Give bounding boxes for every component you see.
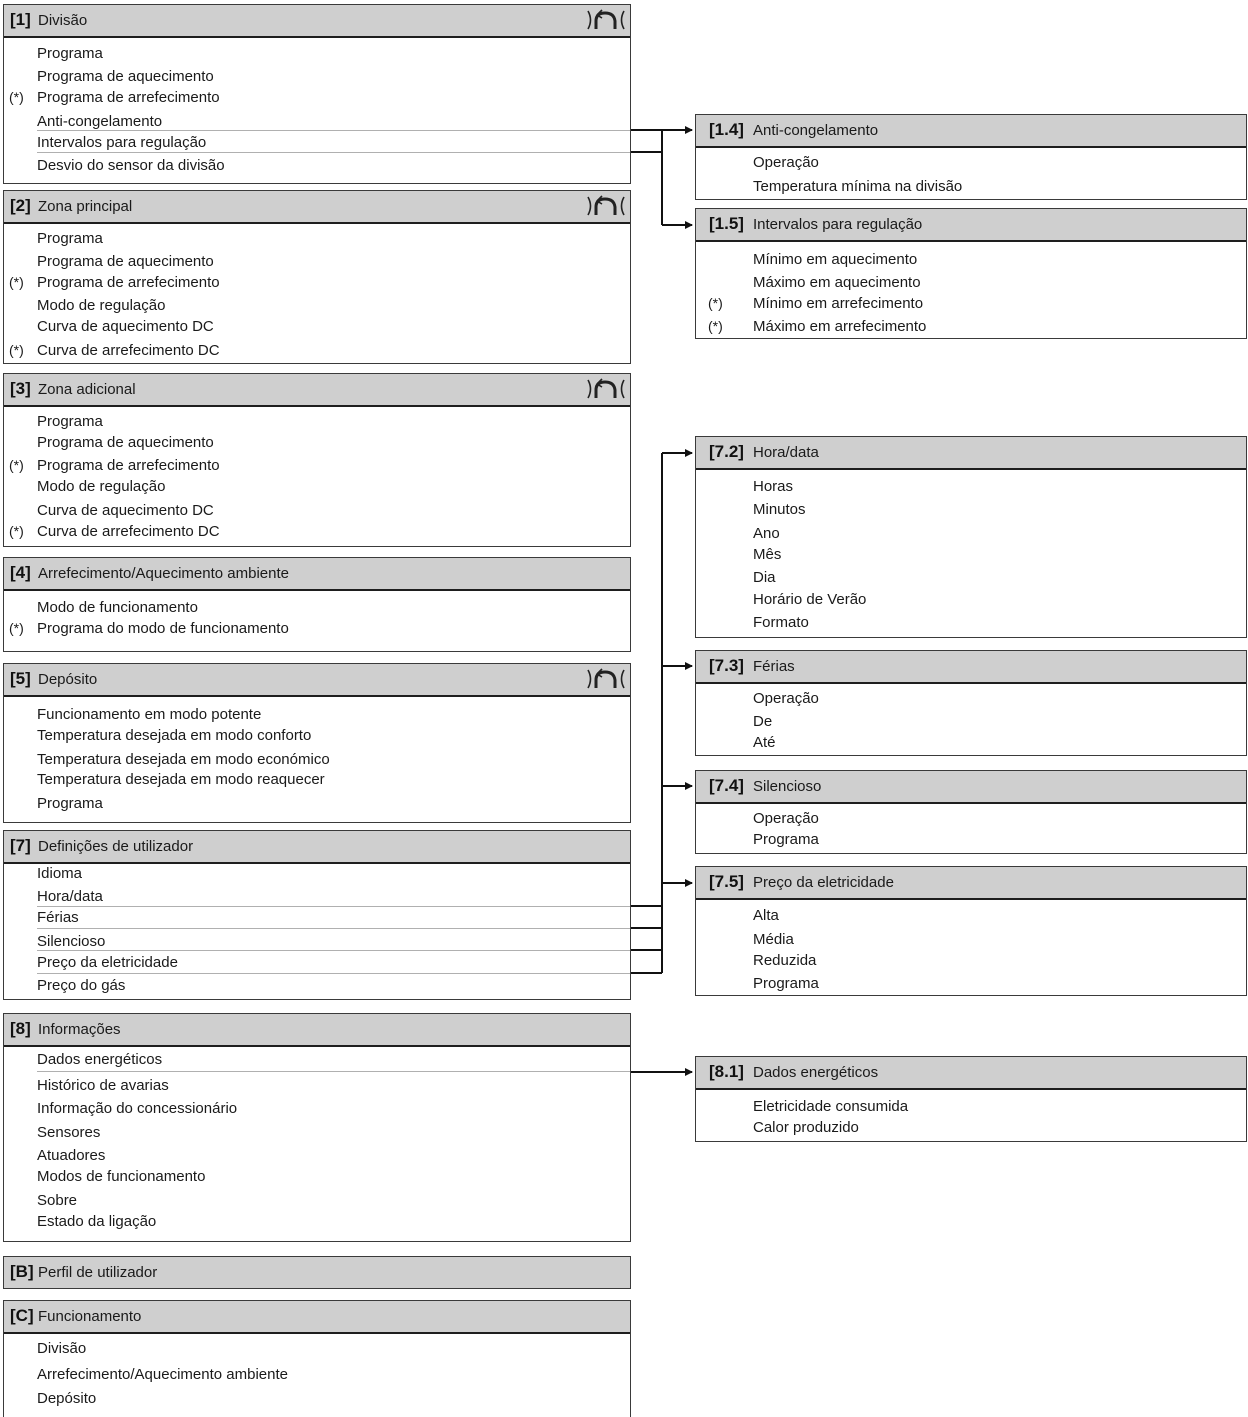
menu-item[interactable]: Programa xyxy=(37,413,103,430)
submenu-header xyxy=(696,651,1246,684)
submenu-item[interactable]: Operação xyxy=(753,154,819,171)
submenu-item[interactable]: Até xyxy=(753,734,776,751)
separator xyxy=(37,928,630,929)
submenu-title: Intervalos para regulação xyxy=(753,216,923,233)
menu-item[interactable]: Intervalos para regulação xyxy=(37,134,207,151)
optional-marker: (*) xyxy=(708,318,723,334)
submenu-silencioso xyxy=(695,770,1247,854)
menu-title: Informações xyxy=(38,1021,121,1038)
submenu-item[interactable]: Eletricidade consumida xyxy=(753,1098,909,1115)
menu-informacoes-header xyxy=(4,1014,630,1047)
menu-item[interactable]: Programa de arrefecimento xyxy=(37,89,220,106)
menu-item[interactable]: Anti-congelamento xyxy=(37,113,163,130)
submenu-title: Anti-congelamento xyxy=(753,122,879,139)
schedule-icon xyxy=(584,376,628,402)
menu-title: Definições de utilizador xyxy=(38,838,194,855)
menu-item[interactable]: Modo de funcionamento xyxy=(37,599,198,616)
menu-title: Perfil de utilizador xyxy=(38,1264,158,1281)
submenu-title: Hora/data xyxy=(753,444,819,461)
menu-number: [7] xyxy=(10,836,31,855)
menu-item[interactable]: Idioma xyxy=(37,865,83,882)
submenu-number: [8.1] xyxy=(709,1062,744,1081)
submenu-header xyxy=(696,867,1246,900)
submenu-item[interactable]: Mês xyxy=(753,546,782,563)
menu-number: [4] xyxy=(10,563,31,582)
submenu-item[interactable]: Formato xyxy=(753,614,809,631)
menu-title: Arrefecimento/Aquecimento ambiente xyxy=(38,565,289,582)
menu-number: [5] xyxy=(10,669,31,688)
connector-divisao xyxy=(631,130,692,225)
menu-item[interactable]: Programa de aquecimento xyxy=(37,434,214,451)
menu-deposito-header xyxy=(4,664,630,697)
submenu-title: Férias xyxy=(753,658,795,675)
menu-arrefecimento xyxy=(3,557,631,652)
menu-item[interactable]: Programa do modo de funcionamento xyxy=(37,620,289,637)
menu-item[interactable]: Temperatura desejada em modo reaquecer xyxy=(37,771,325,788)
menu-item[interactable]: Arrefecimento/Aquecimento ambiente xyxy=(37,1366,288,1383)
menu-title: Zona principal xyxy=(38,198,133,215)
submenu-dados-energeticos xyxy=(695,1056,1247,1142)
menu-number: [2] xyxy=(10,196,31,215)
submenu-intervalos xyxy=(695,208,1247,339)
menu-item[interactable]: Curva de arrefecimento DC xyxy=(37,342,220,359)
optional-marker: (*) xyxy=(9,342,24,358)
submenu-preco-eletricidade xyxy=(695,866,1247,996)
menu-informacoes xyxy=(3,1013,631,1242)
menu-item[interactable]: Programa de arrefecimento xyxy=(37,274,220,291)
menu-item[interactable]: Programa de arrefecimento xyxy=(37,457,220,474)
menu-number: [1] xyxy=(10,10,31,29)
menu-title: Zona adicional xyxy=(38,381,136,398)
submenu-item[interactable]: Operação xyxy=(753,690,819,707)
optional-marker: (*) xyxy=(708,295,723,311)
menu-item[interactable]: Atuadores xyxy=(37,1147,106,1164)
separator xyxy=(37,152,630,153)
schedule-icon xyxy=(584,193,628,219)
menu-item[interactable]: Sobre xyxy=(37,1192,78,1209)
menu-zona-principal-header xyxy=(4,191,630,224)
menu-item[interactable]: Programa de aquecimento xyxy=(37,253,214,270)
submenu-title: Preço da eletricidade xyxy=(753,874,894,891)
submenu-title: Silencioso xyxy=(753,778,822,795)
optional-marker: (*) xyxy=(9,620,24,636)
menu-number: [B] xyxy=(10,1262,34,1281)
menu-title: Funcionamento xyxy=(38,1308,142,1325)
separator xyxy=(37,1071,630,1072)
menu-item[interactable]: Modo de regulação xyxy=(37,478,166,495)
menu-divisao-header xyxy=(4,5,630,38)
menu-item[interactable]: Preço do gás xyxy=(37,977,126,994)
menu-item[interactable]: Temperatura desejada em modo económico xyxy=(37,751,330,768)
menu-number: [C] xyxy=(10,1306,34,1325)
menu-item[interactable]: Programa xyxy=(37,795,103,812)
submenu-item[interactable]: Ano xyxy=(753,525,780,542)
menu-number: [3] xyxy=(10,379,31,398)
submenu-number: [7.5] xyxy=(709,872,744,891)
submenu-item[interactable]: Calor produzido xyxy=(753,1119,859,1136)
menu-item[interactable]: Programa xyxy=(37,45,103,62)
submenu-number: [1.5] xyxy=(709,214,744,233)
menu-item[interactable]: Programa de aquecimento xyxy=(37,68,214,85)
submenu-item[interactable]: Programa xyxy=(753,831,819,848)
menu-item[interactable]: Modos de funcionamento xyxy=(37,1168,206,1185)
submenu-item[interactable]: Horas xyxy=(753,478,794,495)
schedule-icon xyxy=(584,666,628,692)
separator xyxy=(37,130,630,131)
optional-marker: (*) xyxy=(9,89,24,105)
menu-item[interactable]: Divisão xyxy=(37,1340,87,1357)
submenu-hora-data xyxy=(695,436,1247,638)
menu-item[interactable]: Depósito xyxy=(37,1390,97,1407)
submenu-ferias xyxy=(695,650,1247,756)
menu-item[interactable]: Silencioso xyxy=(37,933,106,950)
menu-item[interactable]: Hora/data xyxy=(37,888,103,905)
menu-item[interactable]: Modo de regulação xyxy=(37,297,166,314)
submenu-item[interactable]: Programa xyxy=(753,975,819,992)
menu-divisao xyxy=(3,4,631,184)
menu-title: Divisão xyxy=(38,12,88,29)
menu-perfil[interactable] xyxy=(3,1256,631,1289)
optional-marker: (*) xyxy=(9,274,24,290)
separator xyxy=(37,973,630,974)
menu-item[interactable]: Programa xyxy=(37,230,103,247)
submenu-item[interactable]: Minutos xyxy=(753,501,806,518)
menu-item[interactable]: Histórico de avarias xyxy=(37,1077,169,1094)
connector-definicoes xyxy=(631,453,692,973)
menu-zona-principal xyxy=(3,190,631,364)
menu-zona-adicional xyxy=(3,373,631,547)
menu-perfil-header xyxy=(4,1257,630,1288)
submenu-item[interactable]: Máximo em arrefecimento xyxy=(753,318,927,335)
menu-item[interactable]: Curva de aquecimento DC xyxy=(37,502,214,519)
menu-item[interactable]: Férias xyxy=(37,909,79,926)
menu-item[interactable]: Preço da eletricidade xyxy=(37,954,178,971)
menu-title: Depósito xyxy=(38,671,98,688)
submenu-number: [7.2] xyxy=(709,442,744,461)
submenu-header xyxy=(696,1057,1246,1090)
submenu-item[interactable]: Mínimo em aquecimento xyxy=(753,251,918,268)
submenu-item[interactable]: Alta xyxy=(753,907,779,924)
submenu-number: [7.3] xyxy=(709,656,744,675)
submenu-item[interactable]: Temperatura mínima na divisão xyxy=(753,178,963,195)
submenu-header xyxy=(696,437,1246,470)
menu-number: [8] xyxy=(10,1019,31,1038)
submenu-header xyxy=(696,115,1246,148)
optional-marker: (*) xyxy=(9,457,24,473)
menu-zona-adicional-header xyxy=(4,374,630,407)
menu-item[interactable]: Dados energéticos xyxy=(37,1051,163,1068)
menu-funcionamento xyxy=(3,1300,631,1417)
menu-funcionamento-header xyxy=(4,1301,630,1334)
submenu-number: [1.4] xyxy=(709,120,744,139)
optional-marker: (*) xyxy=(9,523,24,539)
submenu-item[interactable]: Dia xyxy=(753,569,776,586)
menu-item[interactable]: Curva de arrefecimento DC xyxy=(37,523,220,540)
submenu-item[interactable]: Horário de Verão xyxy=(753,591,867,608)
schedule-icon xyxy=(584,7,628,33)
submenu-number: [7.4] xyxy=(709,776,744,795)
menu-item[interactable]: Estado da ligação xyxy=(37,1213,157,1230)
separator xyxy=(37,906,630,907)
menu-arrefecimento-header xyxy=(4,558,630,591)
submenu-item[interactable]: Mínimo em arrefecimento xyxy=(753,295,924,312)
submenu-item[interactable]: De xyxy=(753,713,773,730)
submenu-item[interactable]: Média xyxy=(753,931,794,948)
menu-definicoes xyxy=(3,830,631,1000)
menu-item[interactable]: Funcionamento em modo potente xyxy=(37,706,262,723)
submenu-item[interactable]: Máximo em aquecimento xyxy=(753,274,921,291)
menu-deposito xyxy=(3,663,631,823)
submenu-anti-congelamento xyxy=(695,114,1247,200)
menu-item[interactable]: Sensores xyxy=(37,1124,101,1141)
submenu-item[interactable]: Operação xyxy=(753,810,819,827)
submenu-title: Dados energéticos xyxy=(753,1064,879,1081)
menu-item[interactable]: Curva de aquecimento DC xyxy=(37,318,214,335)
submenu-header xyxy=(696,209,1246,242)
submenu-header xyxy=(696,771,1246,804)
separator xyxy=(37,950,630,951)
menu-item[interactable]: Desvio do sensor da divisão xyxy=(37,157,225,174)
menu-item[interactable]: Temperatura desejada em modo conforto xyxy=(37,727,312,744)
submenu-item[interactable]: Reduzida xyxy=(753,952,817,969)
menu-definicoes-header xyxy=(4,831,630,864)
menu-item[interactable]: Informação do concessionário xyxy=(37,1100,238,1117)
